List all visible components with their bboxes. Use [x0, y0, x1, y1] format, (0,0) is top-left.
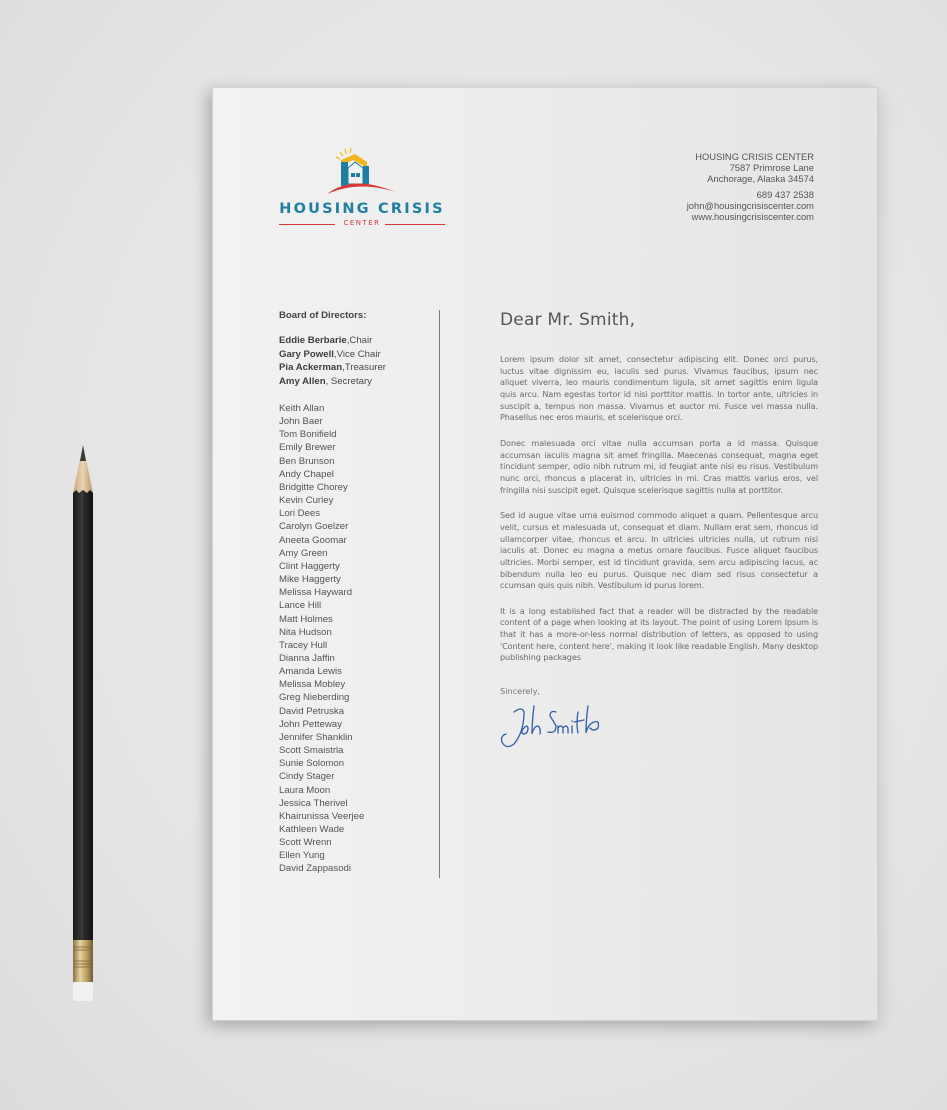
board-member: John Baer — [279, 416, 323, 428]
board-member: Carolyn Goelzer — [279, 521, 349, 533]
board-member: Scott Smaistrla — [279, 745, 344, 757]
board-member: Tracey Hull — [279, 639, 328, 651]
officer-entry — [279, 334, 429, 348]
officer-role: ,Vice Chair — [333, 348, 381, 360]
officer-list — [279, 334, 429, 388]
board-member: Scott Wrenn — [279, 837, 332, 849]
officer-name: Gary Powell — [279, 348, 334, 360]
website-url: www.housingcrisiscenter.com — [691, 211, 814, 222]
paragraph: Lorem ipsum dolor sit amet, consectetur adipiscing elit. Donec orci purus, luctus vitae dignissim eu, iaculis sed purus. Vivamus faucibus, ipsum nec aliquet viverra, leo mauris condimentum ligula, sit amet sagittis enim ligula quis arcu. Nam egestas tortor id nisi porttitor mattis. In tortor ante, ultricies in suscipit a, tempus non massa. Vivamus et auctor mi. Fusce vel massa nulla. Phasellus nec eros mauris, et scelerisque orci. — [500, 354, 818, 423]
board-member: Amy Green — [279, 547, 328, 559]
paragraph: It is a long established fact that a reader will be distracted by the readable content of a page when looking at its layout. The point of using Lorem Ipsum is that it has a more-or-less normal distribution of letters, as opposed to using 'Content here, content here', making it look like readable English. Many desktop publishing packages — [500, 605, 818, 663]
board-member: Andy Chapel — [279, 468, 334, 480]
officer-role: ,Chair — [346, 335, 373, 346]
member-list — [279, 402, 429, 876]
letterhead-paper — [212, 87, 878, 1021]
board-member: Tom Bonifield — [279, 429, 337, 441]
board-member: Clint Haggerty — [279, 560, 340, 572]
board-title: Board of Directors: — [279, 310, 367, 321]
board-member: Lori Dees — [279, 508, 321, 520]
board-member: Keith Allan — [279, 403, 325, 414]
board-member: Emily Brewer — [279, 442, 336, 454]
board-member: Melissa Mobley — [279, 679, 346, 691]
board-member: Aneeta Goomar — [279, 534, 347, 546]
city-address: Anchorage, Alaska 34574 — [707, 173, 814, 184]
paragraph: Sed id augue vitae urna euismod commodo aliquet a quam. Pellentesque arcu velit, cursus et malesuada ut, consequat et diam. Nullam erat sem, rhoncus id ullamcorper vitae, rhoncus et arcu. In ultricies ultricies nulla, ut rutrum nisi iaculis at. Donec eu magna a metus ornare faucibus. Fusce aliquet faucibus ultricies. Morbi semper, est id tincidunt gravida, sem arcu adipiscing lacus, ac bibendum nulla leo eu purus. Quisque nec diam sed risus consectetur a ccumsan quis quis nibh. Vestibulum id purus lorem. — [500, 510, 818, 591]
officer-role: ,Treasurer — [342, 362, 387, 373]
email-address: john@housingcrisiscenter.com — [686, 200, 814, 211]
board-member: John Petteway — [279, 718, 342, 730]
board-member: Ellen Yung — [279, 850, 325, 862]
board-member: Jennifer Shanklin — [279, 731, 353, 743]
letter-body — [500, 310, 818, 755]
paragraph: Donec malesuada orci vitae nulla accumsan porta a id massa. Quisque accumsan iaculis magna sit amet fringilla. Maecenas consequat, magna eget tincidunt semper, odio nibh rutrum mi, id feugiat ante nisi eu risus. Vestibulum nunc orci, rhoncus a placerat in, ultricies in mi. Cras mattis varius eros, vel fringilla nisi suscipit eget. Quisque scelerisque sagittis nulla at porttitor. — [500, 437, 818, 495]
board-member: Bridgitte Chorey — [279, 481, 348, 493]
greeting: Dear Mr. Smith, — [500, 310, 636, 330]
logo-name: HOUSING CRISIS — [279, 201, 445, 217]
board-member: Ben Brunson — [279, 455, 335, 467]
board-member: Melissa Hayward — [279, 587, 353, 599]
board-member: Amanda Lewis — [279, 666, 342, 678]
board-member: Kevin Curley — [279, 495, 334, 507]
officer-entry — [279, 348, 429, 362]
board-member: Lance Hill — [279, 600, 322, 612]
board-member: Dianna Jaffin — [279, 652, 335, 664]
officer-entry — [279, 375, 429, 389]
org-name: HOUSING CRISIS CENTER — [695, 151, 814, 162]
board-member: Greg Nieberding — [279, 692, 350, 704]
house-logo-icon — [325, 148, 401, 198]
board-member: Nita Hudson — [279, 626, 332, 638]
board-member: David Petruska — [279, 705, 345, 717]
board-of-directors — [279, 310, 429, 876]
board-member: Cindy Stager — [279, 771, 335, 783]
closing: Sincerely, — [500, 686, 541, 697]
officer-name: Eddie Berbarie — [279, 335, 347, 346]
board-member: Khairunissa Veerjee — [279, 810, 365, 822]
officer-name: Amy Allen — [279, 375, 326, 387]
housing-crisis-center-logo — [277, 148, 447, 230]
logo-subtitle: CENTER — [277, 219, 447, 229]
phone-number: 689 437 2538 — [756, 189, 814, 200]
signature-icon — [500, 698, 610, 750]
street-address: 7587 Primrose Lane — [729, 162, 814, 173]
officer-entry — [279, 361, 429, 375]
board-member: Matt Holmes — [279, 613, 333, 625]
board-member: Jessica Therivel — [279, 797, 348, 809]
board-member: Kathleen Wade — [279, 824, 345, 835]
board-member: Laura Moon — [279, 784, 331, 796]
board-member: Sunie Solomon — [279, 758, 345, 770]
contact-block — [687, 151, 814, 222]
board-member: David Zappasodi — [279, 863, 351, 875]
board-member: Mike Haggerty — [279, 574, 341, 586]
pencil-icon — [70, 445, 96, 1005]
column-divider — [439, 310, 440, 878]
officer-name: Pia Ackerman — [279, 362, 343, 373]
officer-role: , Secretary — [325, 375, 372, 387]
